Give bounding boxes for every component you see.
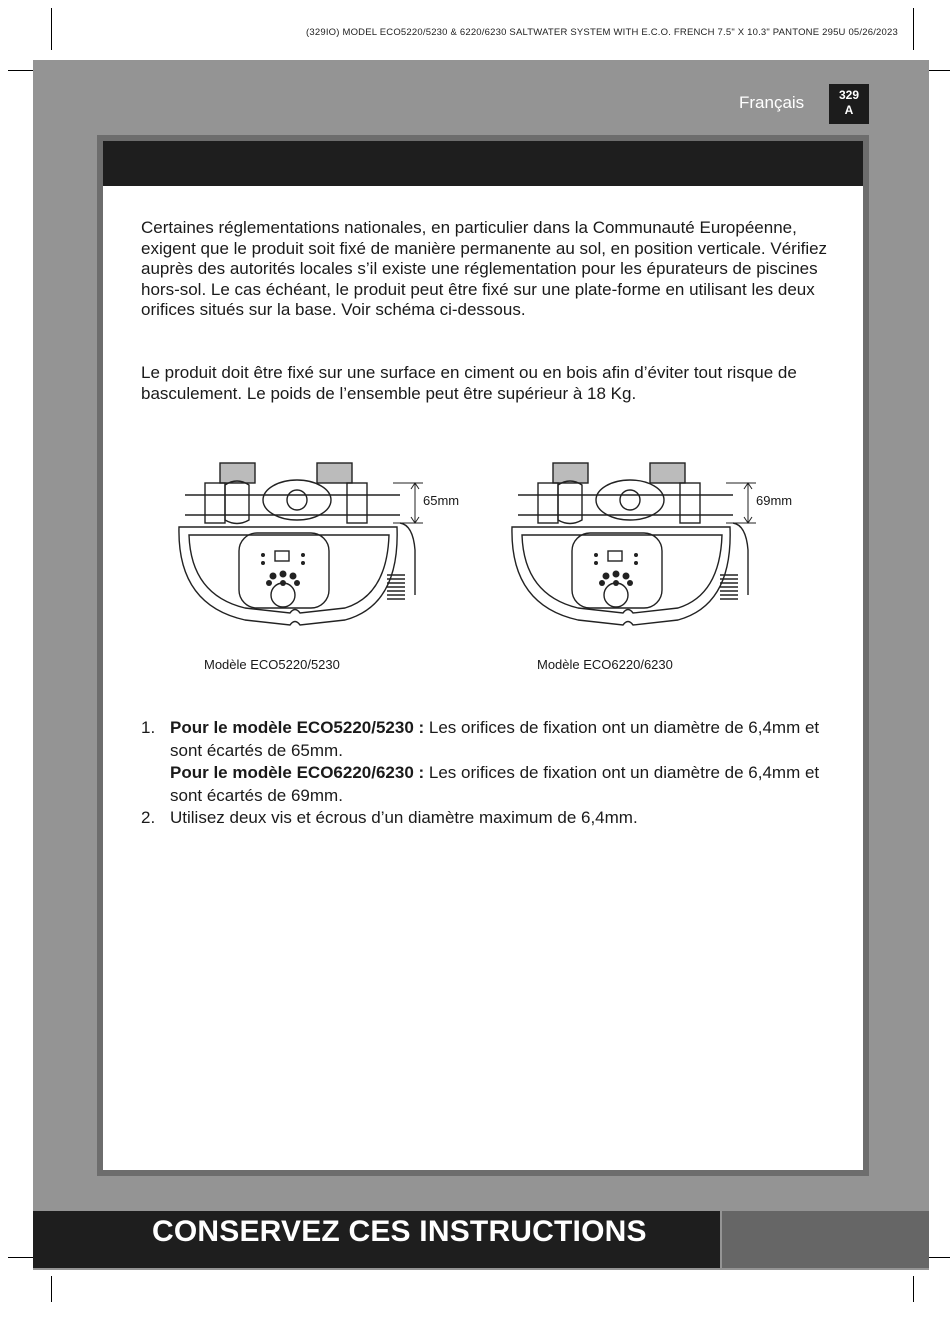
step-text: Pour le modèle ECO5220/5230 : Les orifices de fixation ont un diamètre de 6,4mm et sont écartés de 65mm.: [170, 718, 820, 760]
crop-mark: [51, 8, 52, 50]
content-header-bar: [103, 141, 863, 186]
figure-caption: Modèle ECO6220/6230: [537, 657, 673, 672]
crop-mark: [913, 8, 914, 50]
step-number: 2.: [141, 808, 156, 827]
footer-title: CONSERVEZ CES INSTRUCTIONS: [152, 1215, 647, 1248]
figure-dimension: 65mm: [423, 493, 460, 508]
intro-paragraph: Certaines réglementations nationales, en particulier dans la Communauté Européenne, exigent que le produit soit fixé de manière permanente au sol, en position verticale. Vérifiez auprès des autorités locales s’il existe une réglementation pour les épurateurs de piscines hors-sol. Le cas échéant, le produit peut être fixé sur une plate-forme en utilisant les deux orifices situés sur la base. Voir schéma ci-dessous.: [141, 218, 828, 320]
step-item: [141, 807, 841, 830]
crop-mark: [913, 1276, 914, 1302]
language-label: Français: [739, 93, 805, 112]
step-text: Utilisez deux vis et écrous d’un diamètre maximum de 6,4mm.: [170, 808, 638, 827]
page-suffix: A: [844, 103, 854, 117]
print-slug: (329IO) MODEL ECO5220/5230 & 6220/6230 SALTWATER SYSTEM WITH E.C.O. FRENCH 7.5" X 10.3" PANTONE 295U 05/26/2023: [306, 27, 898, 38]
page-number-badge: [829, 84, 869, 124]
figure-caption: Modèle ECO5220/5230: [204, 657, 340, 672]
step-text: Pour le modèle ECO6220/6230 : Les orifices de fixation ont un diamètre de 6,4mm et sont écartés de 69mm.: [170, 763, 820, 805]
page-number: 329: [838, 88, 860, 102]
step-number: 1.: [141, 718, 156, 737]
unit-diagram-eco6220: [498, 455, 808, 645]
weight-paragraph: Le produit doit être fixé sur une surface en ciment ou en bois afin d’éviter tout risque de basculement. Le poids de l’ensemble peut être supérieur à 18 Kg.: [141, 363, 797, 403]
unit-diagram-eco5220: [165, 455, 475, 645]
instruction-steps: [141, 717, 841, 830]
figure-dimension: 69mm: [756, 493, 793, 508]
footer-accent-bar: [722, 1211, 929, 1268]
step-item: [141, 717, 841, 807]
crop-mark: [51, 1276, 52, 1302]
